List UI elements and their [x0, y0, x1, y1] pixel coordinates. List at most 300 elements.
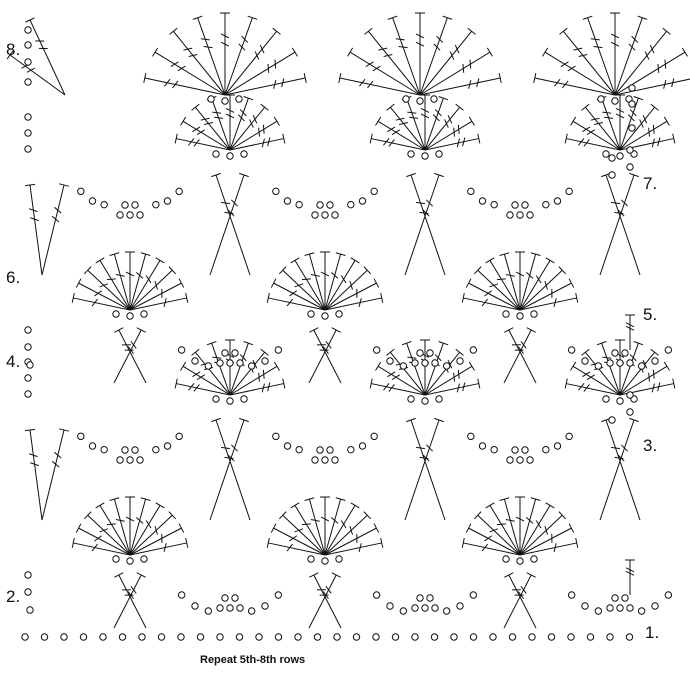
chain-stitch — [241, 151, 247, 157]
chain-stitch — [312, 457, 318, 463]
chain-stitch — [612, 350, 618, 356]
chain-stitch — [371, 433, 377, 439]
chain-stitch — [222, 98, 228, 104]
chain-stitch — [548, 634, 554, 640]
double-crochet-stitch — [76, 524, 130, 555]
chain-stitch — [27, 607, 33, 613]
chain-stitch — [509, 634, 515, 640]
chain-stitch — [178, 634, 184, 640]
treble-crochet-stitch — [25, 429, 42, 520]
treble-crochet-stitch — [615, 48, 688, 95]
chain-stitch — [141, 556, 147, 562]
treble-crochet-stitch — [565, 379, 620, 395]
chain-stitch — [371, 188, 377, 194]
chain-stitch — [222, 595, 228, 601]
chain-stitch — [41, 634, 47, 640]
double-crochet-stitch — [125, 497, 135, 555]
treble-crochet-stitch — [388, 16, 420, 95]
chain-stitch — [222, 350, 228, 356]
row-label-5: 5. — [643, 305, 658, 324]
chain-stitch — [78, 433, 84, 439]
treble-crochet-stitch — [420, 73, 501, 95]
double-crochet-stitch — [486, 503, 520, 555]
chain-stitch — [417, 595, 423, 601]
double-crochet-stitch — [320, 497, 330, 555]
chain-stitch — [431, 634, 437, 640]
chain-stitch — [617, 398, 623, 404]
chain-stitch — [403, 96, 409, 102]
chain-stitch — [566, 433, 572, 439]
treble-crochet-stitch — [504, 573, 536, 628]
chain-stitch — [158, 634, 164, 640]
chain-stitch — [256, 634, 262, 640]
chain-stitch — [227, 398, 233, 404]
treble-crochet-stitch — [114, 573, 146, 628]
chain-stitch — [457, 603, 463, 609]
double-crochet-stitch — [125, 252, 135, 310]
chain-stitch — [227, 153, 233, 159]
chain-stitch — [353, 634, 359, 640]
chain-stitch — [527, 457, 533, 463]
treble-crochet-stitch — [210, 418, 249, 520]
treble-crochet-stitch — [415, 13, 425, 95]
chain-stitch — [609, 155, 615, 161]
chain-stitch — [25, 375, 31, 381]
chain-stitch — [308, 556, 314, 562]
double-crochet-stitch — [130, 279, 184, 310]
treble-crochet-stitch — [309, 573, 341, 628]
double-crochet-stitch — [130, 503, 164, 555]
chain-stitch — [217, 360, 223, 366]
chain-stitch — [629, 85, 635, 91]
chain-stitch — [25, 327, 31, 333]
double-crochet-stitch — [76, 279, 130, 310]
chain-stitch — [25, 114, 31, 120]
chain-stitch — [665, 347, 671, 353]
chain-stitch — [25, 146, 31, 152]
treble-crochet-stitch — [534, 73, 615, 95]
chain-stitch — [617, 153, 623, 159]
double-crochet-stitch — [520, 258, 554, 310]
chain-stitch — [322, 313, 328, 319]
chain-stitch — [638, 608, 644, 614]
chain-stitch — [284, 198, 290, 204]
chain-stitch — [197, 634, 203, 640]
treble-crochet-stitch — [225, 73, 306, 95]
treble-crochet-stitch — [114, 573, 146, 628]
chain-stitch — [119, 634, 125, 640]
treble-crochet-stitch — [175, 379, 230, 395]
chain-stitch — [468, 433, 474, 439]
chain-stitch — [436, 396, 442, 402]
chain-stitch — [427, 595, 433, 601]
treble-crochet-stitch — [610, 13, 620, 95]
chain-stitch — [554, 443, 560, 449]
double-crochet-stitch — [515, 252, 525, 310]
double-crochet-stitch — [291, 258, 325, 310]
chain-stitch — [503, 556, 509, 562]
chain-stitch — [566, 188, 572, 194]
treble-crochet-stitch — [210, 173, 249, 275]
chain-stitch — [25, 130, 31, 136]
chain-stitch — [491, 201, 497, 207]
chain-stitch — [543, 201, 549, 207]
treble-crochet-stitch — [42, 184, 69, 275]
chain-stitch — [612, 98, 618, 104]
chain-stitch — [627, 360, 633, 366]
chain-stitch — [241, 396, 247, 402]
chain-stitch — [322, 212, 328, 218]
treble-crochet-stitch — [339, 73, 420, 95]
row-label-1: 1. — [645, 623, 660, 642]
treble-crochet-stitch — [565, 134, 620, 150]
chain-stitch — [627, 392, 633, 398]
chain-stitch — [348, 446, 354, 452]
treble-crochet-stitch — [152, 48, 225, 95]
chain-stitch — [296, 446, 302, 452]
repeat-note: Repeat 5th-8th rows — [200, 654, 306, 666]
chain-stitch — [451, 634, 457, 640]
chain-stitch — [317, 447, 323, 453]
chain-stitch — [262, 358, 268, 364]
chain-stitch — [543, 446, 549, 452]
chain-stitch — [137, 212, 143, 218]
chain-stitch — [273, 188, 279, 194]
double-crochet-stitch — [486, 258, 520, 310]
double-crochet-stitch — [271, 279, 325, 310]
chain-stitch — [178, 592, 184, 598]
treble-crochet-stitch — [625, 315, 635, 350]
chain-stitch — [137, 457, 143, 463]
chain-stitch — [387, 603, 393, 609]
double-crochet-stitch — [130, 258, 164, 310]
treble-crochet-stitch — [225, 340, 235, 395]
double-crochet-stitch — [291, 503, 325, 555]
chain-stitch — [359, 198, 365, 204]
chain-stitch — [517, 212, 523, 218]
chain-stitch — [139, 634, 145, 640]
treble-crochet-stitch — [504, 328, 536, 383]
double-crochet-stitch — [520, 279, 574, 310]
chain-stitch — [417, 98, 423, 104]
chain-stitch — [308, 311, 314, 317]
chain-stitch — [127, 457, 133, 463]
chain-stitch — [205, 363, 211, 369]
chain-stitch — [78, 188, 84, 194]
chain-stitch — [622, 350, 628, 356]
treble-crochet-stitch — [211, 173, 250, 275]
chain-stitch — [348, 201, 354, 207]
chain-stitch — [359, 443, 365, 449]
treble-crochet-stitch — [225, 48, 298, 95]
chain-stitch — [627, 147, 633, 153]
chain-stitch — [629, 125, 635, 131]
chain-stitch — [89, 198, 95, 204]
chain-stitch — [517, 313, 523, 319]
chain-stitch — [652, 603, 658, 609]
chain-stitch — [627, 605, 633, 611]
chain-stitch — [517, 457, 523, 463]
chain-stitch — [248, 608, 254, 614]
chain-stitch — [627, 164, 633, 170]
chain-stitch — [607, 634, 613, 640]
chain-stitch — [25, 79, 31, 85]
chain-stitch — [629, 101, 635, 107]
double-crochet-stitch — [515, 497, 525, 555]
chain-stitch — [609, 417, 615, 423]
chain-stitch — [275, 592, 281, 598]
chain-stitch — [626, 634, 632, 640]
chain-stitch — [213, 396, 219, 402]
chain-stitch — [598, 96, 604, 102]
chain-stitch — [612, 595, 618, 601]
double-crochet-stitch — [96, 258, 130, 310]
chain-stitch — [527, 212, 533, 218]
treble-crochet-stitch — [230, 379, 285, 395]
chain-stitch — [617, 360, 623, 366]
row-label-3: 3. — [643, 436, 658, 455]
chain-stitch — [312, 212, 318, 218]
treble-crochet-stitch — [220, 13, 230, 95]
treble-crochet-stitch — [504, 573, 536, 628]
chain-stitch — [101, 201, 107, 207]
chain-stitch — [22, 634, 28, 640]
treble-crochet-stitch — [193, 16, 225, 95]
chain-stitch — [176, 433, 182, 439]
chain-stitch — [127, 313, 133, 319]
chain-stitch — [327, 447, 333, 453]
chain-stitch — [427, 350, 433, 356]
treble-crochet-stitch — [615, 340, 625, 395]
chain-stitch — [408, 396, 414, 402]
treble-crochet-stitch — [425, 96, 448, 150]
treble-crochet-stitch — [309, 328, 341, 383]
chain-stitch — [236, 634, 242, 640]
chain-stitch — [568, 347, 574, 353]
chain-stitch — [522, 202, 528, 208]
chain-stitch — [436, 151, 442, 157]
chain-stitch — [373, 634, 379, 640]
treble-crochet-stitch — [230, 134, 285, 150]
chain-stitch — [27, 362, 33, 368]
chain-stitch — [587, 634, 593, 640]
chain-stitch — [607, 360, 613, 366]
treble-crochet-stitch — [406, 173, 445, 275]
treble-crochet-stitch — [504, 328, 536, 383]
double-crochet-stitch — [466, 524, 520, 555]
chain-stitch — [127, 212, 133, 218]
chain-stitch — [89, 443, 95, 449]
chain-stitch — [507, 212, 513, 218]
treble-crochet-stitch — [309, 328, 341, 383]
chain-stitch — [507, 457, 513, 463]
chain-stitch — [512, 447, 518, 453]
treble-crochet-stitch — [370, 134, 425, 150]
chain-stitch — [373, 592, 379, 598]
chain-stitch — [554, 198, 560, 204]
treble-crochet-stitch — [615, 73, 690, 95]
chain-stitch — [479, 198, 485, 204]
chain-stitch — [208, 96, 214, 102]
treble-crochet-stitch — [25, 184, 42, 275]
chain-stitch — [617, 605, 623, 611]
chain-stitch — [607, 605, 613, 611]
chain-stitch — [332, 212, 338, 218]
chain-stitch — [217, 605, 223, 611]
chain-stitch — [192, 358, 198, 364]
chain-stitch — [431, 96, 437, 102]
chain-stitch — [192, 603, 198, 609]
chain-stitch — [417, 350, 423, 356]
chain-stitch — [603, 151, 609, 157]
chain-stitch — [322, 457, 328, 463]
treble-crochet-stitch — [601, 173, 640, 275]
chain-stitch — [176, 188, 182, 194]
chain-stitch — [400, 363, 406, 369]
chain-stitch — [164, 443, 170, 449]
chain-stitch — [122, 447, 128, 453]
treble-crochet-stitch — [144, 73, 225, 95]
chain-stitch — [25, 589, 31, 595]
double-crochet-stitch — [96, 503, 130, 555]
chain-stitch — [322, 558, 328, 564]
chain-stitch — [80, 634, 86, 640]
chain-stitch — [582, 603, 588, 609]
chain-stitch — [627, 409, 633, 415]
double-crochet-stitch — [466, 279, 520, 310]
chain-stitch — [217, 634, 223, 640]
chain-stitch — [178, 347, 184, 353]
treble-crochet-stitch — [405, 173, 444, 275]
treble-crochet-stitch — [211, 418, 250, 520]
treble-crochet-stitch — [309, 573, 341, 628]
chain-stitch — [25, 27, 31, 33]
chain-stitch — [296, 201, 302, 207]
chain-stitch — [522, 447, 528, 453]
row-label-8: 8. — [6, 40, 21, 59]
chain-stitch — [213, 151, 219, 157]
treble-crochet-stitch — [583, 16, 615, 95]
chain-stitch — [232, 350, 238, 356]
chain-stitch — [490, 634, 496, 640]
chain-stitch — [275, 347, 281, 353]
treble-crochet-stitch — [542, 48, 615, 95]
treble-crochet-stitch — [420, 340, 430, 395]
treble-crochet-stitch — [370, 379, 425, 395]
treble-crochet-stitch — [347, 48, 420, 95]
double-crochet-stitch — [271, 524, 325, 555]
chain-stitch — [503, 311, 509, 317]
chain-stitch — [622, 595, 628, 601]
chain-stitch — [237, 605, 243, 611]
row-label-4: 4. — [6, 352, 21, 371]
chain-stitch — [317, 202, 323, 208]
treble-crochet-stitch — [420, 48, 493, 95]
chain-stitch — [127, 558, 133, 564]
chain-stitch — [61, 634, 67, 640]
chain-stitch — [531, 556, 537, 562]
treble-crochet-stitch — [615, 16, 647, 95]
chain-stitch — [25, 42, 31, 48]
double-crochet-stitch — [520, 503, 554, 555]
treble-crochet-stitch — [42, 429, 69, 520]
chain-stitch — [432, 360, 438, 366]
chain-stitch — [314, 634, 320, 640]
row-label-2: 2. — [6, 587, 21, 606]
chain-stitch — [122, 202, 128, 208]
chain-stitch — [595, 363, 601, 369]
chain-stitch — [236, 96, 242, 102]
chain-stitch — [132, 202, 138, 208]
chain-stitch — [652, 358, 658, 364]
chain-stitch — [422, 153, 428, 159]
chain-stitch — [512, 202, 518, 208]
chain-stitch — [412, 605, 418, 611]
chain-stitch — [468, 188, 474, 194]
treble-crochet-stitch — [600, 173, 639, 275]
treble-crochet-stitch — [225, 16, 257, 95]
treble-crochet-stitch — [420, 16, 452, 95]
chain-stitch — [373, 347, 379, 353]
chain-stitch — [422, 605, 428, 611]
double-crochet-stitch — [325, 258, 359, 310]
chain-stitch — [332, 457, 338, 463]
treble-crochet-stitch — [425, 134, 480, 150]
chain-stitch — [595, 608, 601, 614]
chain-stitch — [609, 172, 615, 178]
chain-stitch — [227, 360, 233, 366]
chain-stitch — [100, 634, 106, 640]
chain-stitch — [284, 443, 290, 449]
chain-stitch — [25, 59, 31, 65]
chain-stitch — [248, 363, 254, 369]
treble-crochet-stitch — [601, 418, 640, 520]
chain-stitch — [295, 634, 301, 640]
chain-stitch — [603, 396, 609, 402]
chain-stitch — [479, 443, 485, 449]
chain-stitch — [412, 634, 418, 640]
chain-stitch — [408, 151, 414, 157]
chain-stitch — [400, 608, 406, 614]
row-label-6: 6. — [6, 268, 21, 287]
treble-crochet-stitch — [425, 379, 480, 395]
chain-stitch — [25, 572, 31, 578]
chain-stitch — [638, 363, 644, 369]
chain-stitch — [582, 358, 588, 364]
chain-stitch — [665, 592, 671, 598]
chain-stitch — [237, 360, 243, 366]
chain-stitch — [141, 311, 147, 317]
chain-stitch — [164, 198, 170, 204]
double-crochet-stitch — [320, 252, 330, 310]
chain-stitch — [392, 634, 398, 640]
treble-crochet-stitch — [175, 134, 230, 150]
chain-stitch — [334, 634, 340, 640]
chain-stitch — [387, 358, 393, 364]
treble-crochet-stitch — [405, 418, 444, 520]
double-crochet-stitch — [325, 503, 359, 555]
chain-stitch — [470, 592, 476, 598]
double-crochet-stitch — [325, 279, 379, 310]
treble-crochet-stitch — [625, 560, 635, 595]
chain-stitch — [568, 592, 574, 598]
chain-stitch — [132, 447, 138, 453]
chain-stitch — [273, 433, 279, 439]
chain-stitch — [517, 558, 523, 564]
chain-stitch — [153, 201, 159, 207]
chain-stitch — [275, 634, 281, 640]
chain-stitch — [262, 603, 268, 609]
